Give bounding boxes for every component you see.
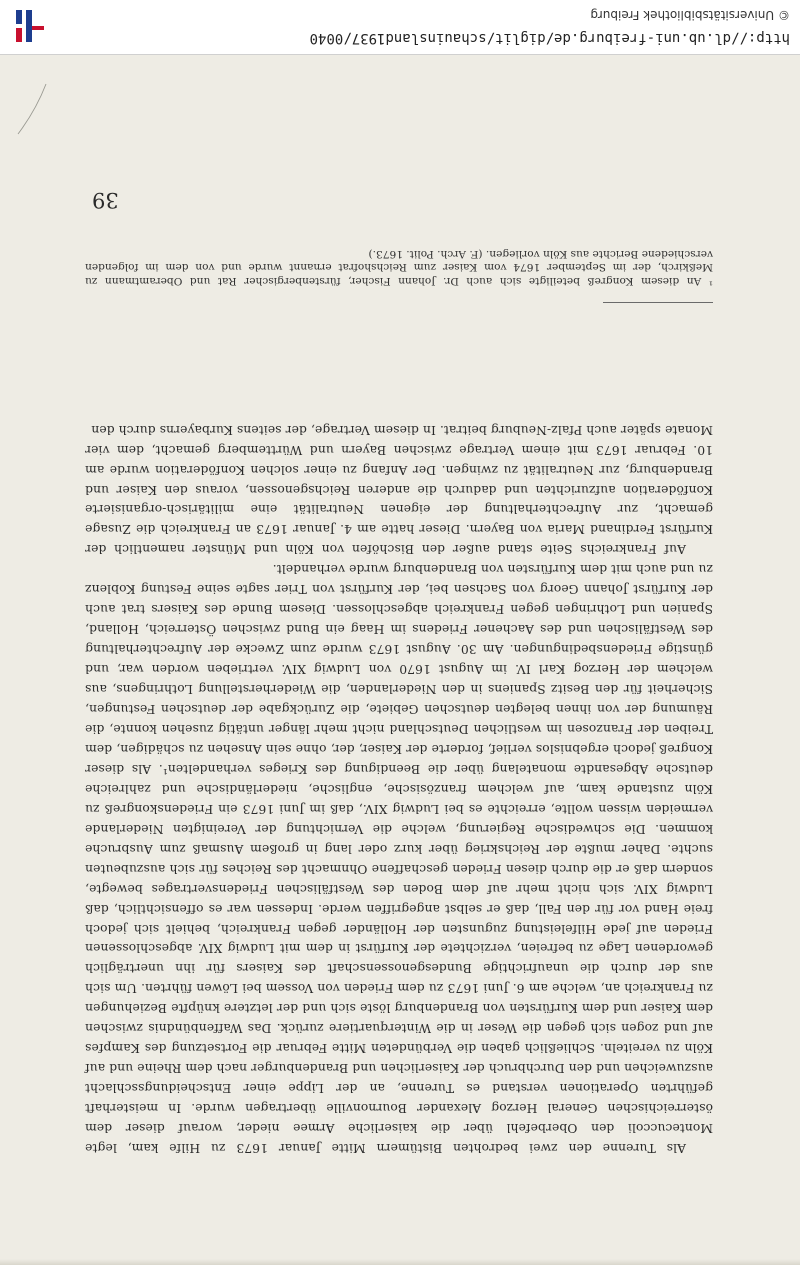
page-number: 39 (92, 188, 119, 212)
body-text (85, 419, 713, 1157)
permalink-url[interactable]: http://dl.ub.uni-freiburg.de/diglit/schauinsland1937/0040 (309, 30, 790, 46)
copyright-notice: © Universitätsbibliothek Freiburg (590, 8, 790, 22)
footnote-rule (603, 302, 713, 303)
scanned-page (0, 55, 800, 1265)
page-edge-shadow (0, 1259, 800, 1265)
paragraph-2: Auf Frankreichs Seite stand außer den Bischöfen von Köln und Münster namentlich der Kurfürst Ferdinand Maria von Bayern. Dieser hatte am 4. Januar 1673 an Frankreich die Zusage gemacht, zur Aufrechterhaltung der eigenen Neutralität eine militärisch-organisierte Konföderation aufzurichten und dadurch die anderen Reichsgenossen, voraus den Kaiser und Brandenburg, zur Neutralität zu zwingen. Der Anfang zu einer solchen Konföderation wurde am 10. Februar 1673 mit einem Vertrage zwischen Bayern und Württemberg gemacht, dem vier Monate später auch Pfalz-Neuburg beitrat. In diesem Vertrage, der seitens Kurbayerns durch den (85, 422, 713, 557)
paragraph-1: Als Turenne den zwei bedrohten Bistümern Mitte Januar 1673 zu Hilfe kam, legte Montecuccoli den Oberbefehl über die kaiserliche Armee nieder, worauf dieser dem österreichischen General Herzog Alexander Bournonville übertragen wurde. In meisterhaft geführten Operationen verstand es Turenne, an der Lippe einer Entscheidungsschlacht auszuweichen und den Durchbruch der Kaiserlichen und Brandenburger nach dem Rheine und auf Köln zu vereiteln. Schließlich gaben die Verbündeten Mitte Februar die Fortsetzung des Kampfes auf und zogen sich gegen die Weser in die Winterquartiere zurück. Das Waffenbündnis zwischen dem Kaiser und dem Kurfürsten von Brandenburg löste sich und der letztere knüpfte Beziehungen zu Frankreich an, welche am 6. Juni 1673 zu dem Frieden von Vossem bei Löwen führten. Um sich aus der durch die unaufrichtige Bundesgenossenschaft des Kaisers für ihn unerträglich gewordenen Lage zu befreien, verzichtete der Kurfürst in dem mit Ludwig XIV. abgeschlossenen Frieden auf jede Hilfeleistung zugunsten der Holländer gegen Frankreich, behielt sich jedoch freie Hand vor für den Fall, daß er selbst angegriffen werde. Indessen war es offensichtlich, daß Ludwig XIV. sich nicht mehr auf dem Boden des Westfälischen Friedensvertrages bewegte, sondern daß er die durch diesen Frieden geschaffene Ohnmacht des Reiches für sich auszubeuten suchte. Daher mußte der Reichskrieg über kurz oder lang in großem Ausmaß zum Ausbruche kommen. Die schwedische Regierung, welche die Vernichtung der Vereinigten Niederlande vermeiden wissen wollte, erreichte es bei Ludwig XIV., daß im Juni 1673 ein Friedenskongreß zu Köln zustande kam, auf welchem französische, englische, niederländische und zahlreiche deutsche Abgesandte monatelang über die Beendigung des Krieges verhandelten¹. Als dieser Kongreß jedoch ergebnislos verlief, forderte der Kaiser, der, ohne sein Ansehen zu schädigen, dem Treiben der Franzosen im westlichen Deutschland nicht mehr länger untätig zusehen konnte, die Räumung der von ihnen belegten deutschen Gebiete, die Zurückgabe der deutschen Festungen, Sicherheit für den Besitz Spaniens in den Niederlanden, die Wiederherstellung Lothringens, aus welchem der Herzog Karl IV. im August 1670 von Ludwig XIV. vertrieben worden war, und günstige Friedensbedingungen. Am 30. August 1673 wurde zum Zwecke der Aufrechterhaltung des Westfälischen und des Aachener Friedens im Haag ein Bund zwischen Österreich, Holland, Spanien und Lothringen gegen Frankreich abgeschlossen. Diesem Bunde des Kaisers trat auch der Kurfürst Johann Georg von Sachsen bei, der Kurfürst von Trier sagte seine Festung Koblenz zu und auch mit dem Kurfürsten von Brandenburg wurde verhandelt. (85, 562, 713, 1155)
pencil-mark-icon (12, 80, 52, 140)
viewer-header (0, 0, 800, 55)
footnote-text: ¹ An diesem Kongreß beteiligte sich auch Dr. Johann Fischer, fürstenbergischer Rat und Oberamtmann zu Meßkirch, der im September 1674 vom Kaiser zum Reichshofrat ernannt wurde und von dem im folgenden verschiedene Berichte aus Köln vorliegen. (F. Arch. Polit. 1673.) (85, 247, 713, 287)
ub-freiburg-logo-icon (10, 6, 48, 46)
